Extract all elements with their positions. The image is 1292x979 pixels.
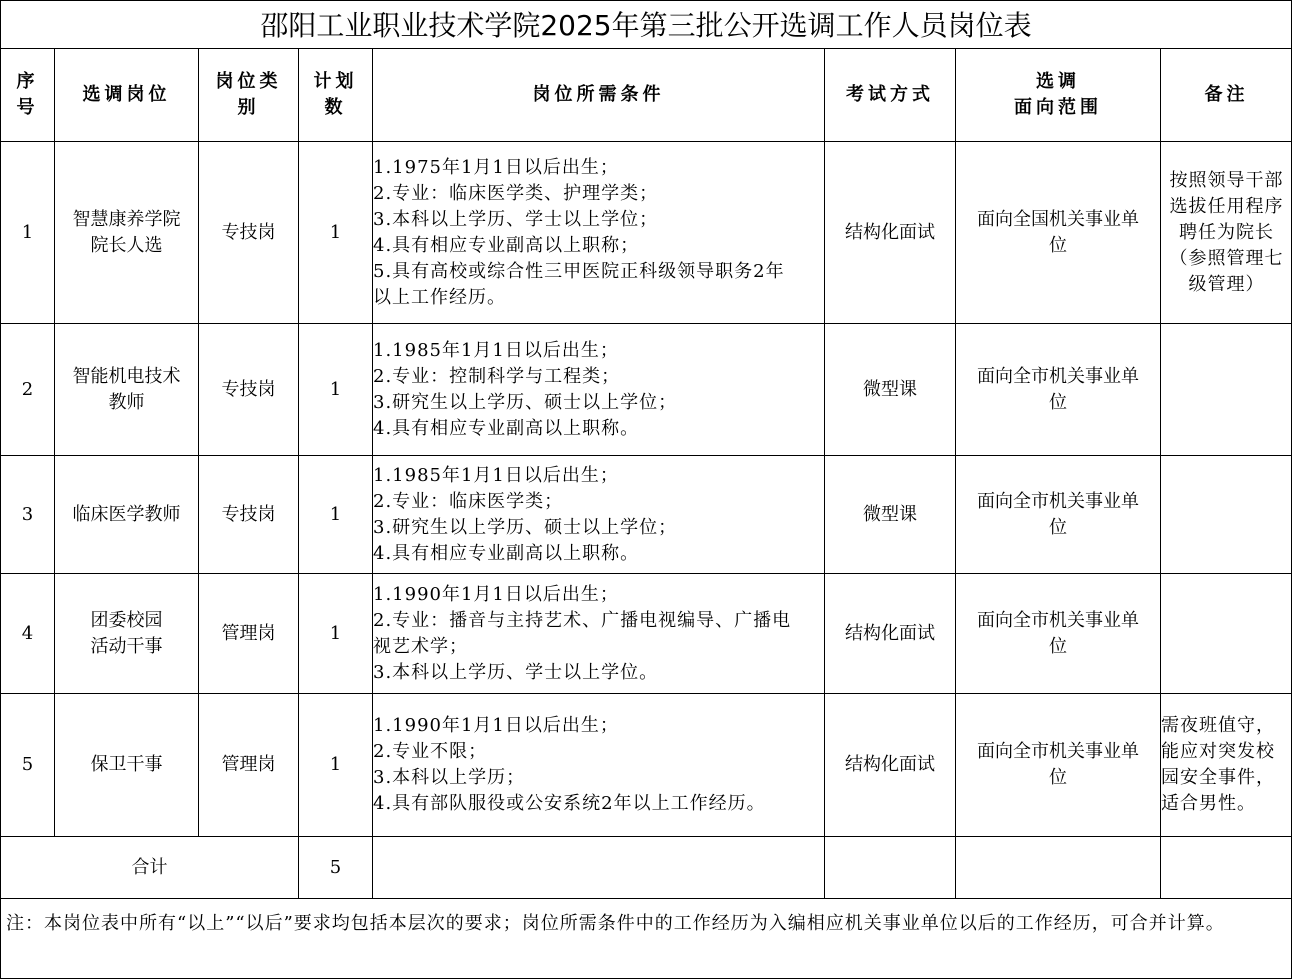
total-empty-cell xyxy=(373,837,825,899)
row-seq: 3 xyxy=(1,456,55,574)
row-remark xyxy=(1161,324,1292,456)
row-exam: 结构化面试 xyxy=(825,694,956,837)
row-seq: 2 xyxy=(1,324,55,456)
row-exam: 微型课 xyxy=(825,456,956,574)
row-conditions: 1.1985年1月1日以后出生； 2.专业：控制科学与工程类； 3.研究生以上学历、硕士以上学位； 4.具有相应专业副高以上职称。 xyxy=(373,324,825,456)
row-type: 专技岗 xyxy=(199,142,299,324)
row-position: 保卫干事 xyxy=(55,694,199,837)
header-remark: 备注 xyxy=(1161,49,1292,142)
position-table xyxy=(0,48,1292,899)
footnote: 注：本岗位表中所有“以上”“以后”要求均包括本层次的要求；岗位所需条件中的工作经历为入编相应机关事业单位以后的工作经历，可合并计算。 xyxy=(6,913,1225,934)
table-row xyxy=(1,142,1292,324)
total-value: 5 xyxy=(299,837,373,899)
row-seq: 5 xyxy=(1,694,55,837)
total-empty-cell xyxy=(825,837,956,899)
row-remark: 需夜班值守， 能应对突发校 园安全事件， 适合男性。 xyxy=(1161,694,1292,837)
header-exam: 考试方式 xyxy=(825,49,956,142)
row-position: 临床医学教师 xyxy=(55,456,199,574)
row-type: 专技岗 xyxy=(199,324,299,456)
table-row xyxy=(1,574,1292,694)
row-conditions: 1.1990年1月1日以后出生； 2.专业：播音与主持艺术、广播电视编导、广播电 视艺术学； 3.本科以上学历、学士以上学位。 xyxy=(373,574,825,694)
row-exam: 结构化面试 xyxy=(825,142,956,324)
row-position: 团委校园 活动干事 xyxy=(55,574,199,694)
row-plan: 1 xyxy=(299,456,373,574)
row-scope: 面向全市机关事业单 位 xyxy=(956,324,1161,456)
header-scope: 选调 面向范围 xyxy=(956,49,1161,142)
table-row xyxy=(1,694,1292,837)
total-empty-cell xyxy=(1161,837,1292,899)
table-row xyxy=(1,456,1292,574)
row-scope: 面向全市机关事业单 位 xyxy=(956,456,1161,574)
header-plan: 计划 数 xyxy=(299,49,373,142)
row-plan: 1 xyxy=(299,324,373,456)
row-type: 管理岗 xyxy=(199,694,299,837)
row-plan: 1 xyxy=(299,694,373,837)
row-seq: 1 xyxy=(1,142,55,324)
page-title: 邵阳工业职业技术学院2025年第三批公开选调工作人员岗位表 xyxy=(260,9,1032,42)
table-row xyxy=(1,324,1292,456)
header-seq: 序 号 xyxy=(1,49,55,142)
row-remark xyxy=(1161,574,1292,694)
total-empty-cell xyxy=(956,837,1161,899)
header-conditions: 岗位所需条件 xyxy=(373,49,825,142)
row-type: 专技岗 xyxy=(199,456,299,574)
row-scope: 面向全国机关事业单 位 xyxy=(956,142,1161,324)
row-position: 智慧康养学院 院长人选 xyxy=(55,142,199,324)
row-scope: 面向全市机关事业单 位 xyxy=(956,694,1161,837)
total-label: 合计 xyxy=(1,837,299,899)
header-position: 选调岗位 xyxy=(55,49,199,142)
row-type: 管理岗 xyxy=(199,574,299,694)
row-plan: 1 xyxy=(299,574,373,694)
row-remark xyxy=(1161,456,1292,574)
row-exam: 微型课 xyxy=(825,324,956,456)
row-seq: 4 xyxy=(1,574,55,694)
row-position: 智能机电技术 教师 xyxy=(55,324,199,456)
row-scope: 面向全市机关事业单 位 xyxy=(956,574,1161,694)
row-conditions: 1.1990年1月1日以后出生； 2.专业不限； 3.本科以上学历； 4.具有部队服役或公安系统2年以上工作经历。 xyxy=(373,694,825,837)
total-row xyxy=(1,837,1292,899)
row-conditions: 1.1985年1月1日以后出生； 2.专业：临床医学类； 3.研究生以上学历、硕士以上学位； 4.具有相应专业副高以上职称。 xyxy=(373,456,825,574)
row-plan: 1 xyxy=(299,142,373,324)
row-conditions: 1.1975年1月1日以后出生； 2.专业：临床医学类、护理学类； 3.本科以上学历、学士以上学位； 4.具有相应专业副高以上职称； 5.具有高校或综合性三甲医院正科级领导职务2年 以上工作经历。 xyxy=(373,142,825,324)
header-type: 岗位类 别 xyxy=(199,49,299,142)
row-exam: 结构化面试 xyxy=(825,574,956,694)
header-row xyxy=(1,49,1292,142)
row-remark: 按照领导干部 选拔任用程序 聘任为院长 （参照管理七 级管理） xyxy=(1161,142,1292,324)
